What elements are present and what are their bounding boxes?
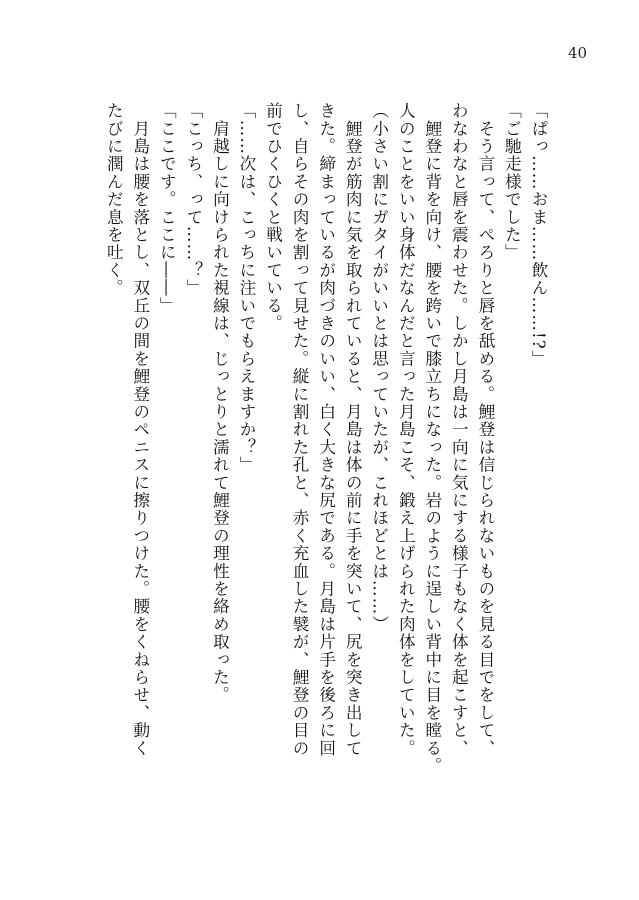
text-line: そう言って、ぺろりと唇を舐める。鯉登は信じられないものを見る目でをして、: [475, 102, 495, 757]
text-line: 月島は腰を落とし、双丘の間を鯉登のペニスに擦りつけた。腰をくねらせ、動く: [130, 102, 150, 757]
vertical-text-body: [100, 102, 551, 862]
text-line: 「ご馳走様でした」: [502, 102, 522, 262]
text-line: 「ぱっ……おま……飲ん……!?」: [529, 102, 548, 368]
text-line: 肩越しに向けられた視線は、じっとりと濡れて鯉登の理性を絡め取った。: [210, 102, 230, 704]
text-line: 鯉登が筋肉に気を取られていると、月島は体の前に手を突いて、尻を突き出して: [343, 102, 363, 757]
text-line: し、自らその肉を割って見せた。縦に割れた孔と、赤く充血した襞が、鯉登の目の: [290, 102, 310, 757]
text-line: （小さい割にガタイがいいとは思っていたが、これほどとは……）: [369, 102, 389, 633]
text-line: 「……次は、こっちに注いでもらえますか？」: [236, 102, 256, 474]
text-line: 前でひくひくと戦いている。: [263, 102, 283, 333]
text-line: 人のことをいい身体だなんだと言った月島こそ、鍛え上げられた肉体をしていた。: [396, 102, 416, 757]
text-line: たびに潤んだ息を吐く。: [104, 102, 124, 297]
text-line: 鯉登に背を向け、腰を跨いで膝立ちになった。岩のように逞しい背中に目を瞠る。: [422, 102, 442, 775]
text-line: きた。締まっているが肉づきのいい、白く大きな尻である。月島は片手を後ろに回: [316, 102, 336, 757]
page-number: 40: [568, 44, 588, 62]
text-line: わなわなと唇を震わせた。しかし月島は一向に気にする様子もなく体を起こすと、: [449, 102, 469, 757]
text-line: 「こっち、って……？」: [183, 102, 203, 297]
text-line: 「ここです。ここに――」: [157, 102, 177, 315]
